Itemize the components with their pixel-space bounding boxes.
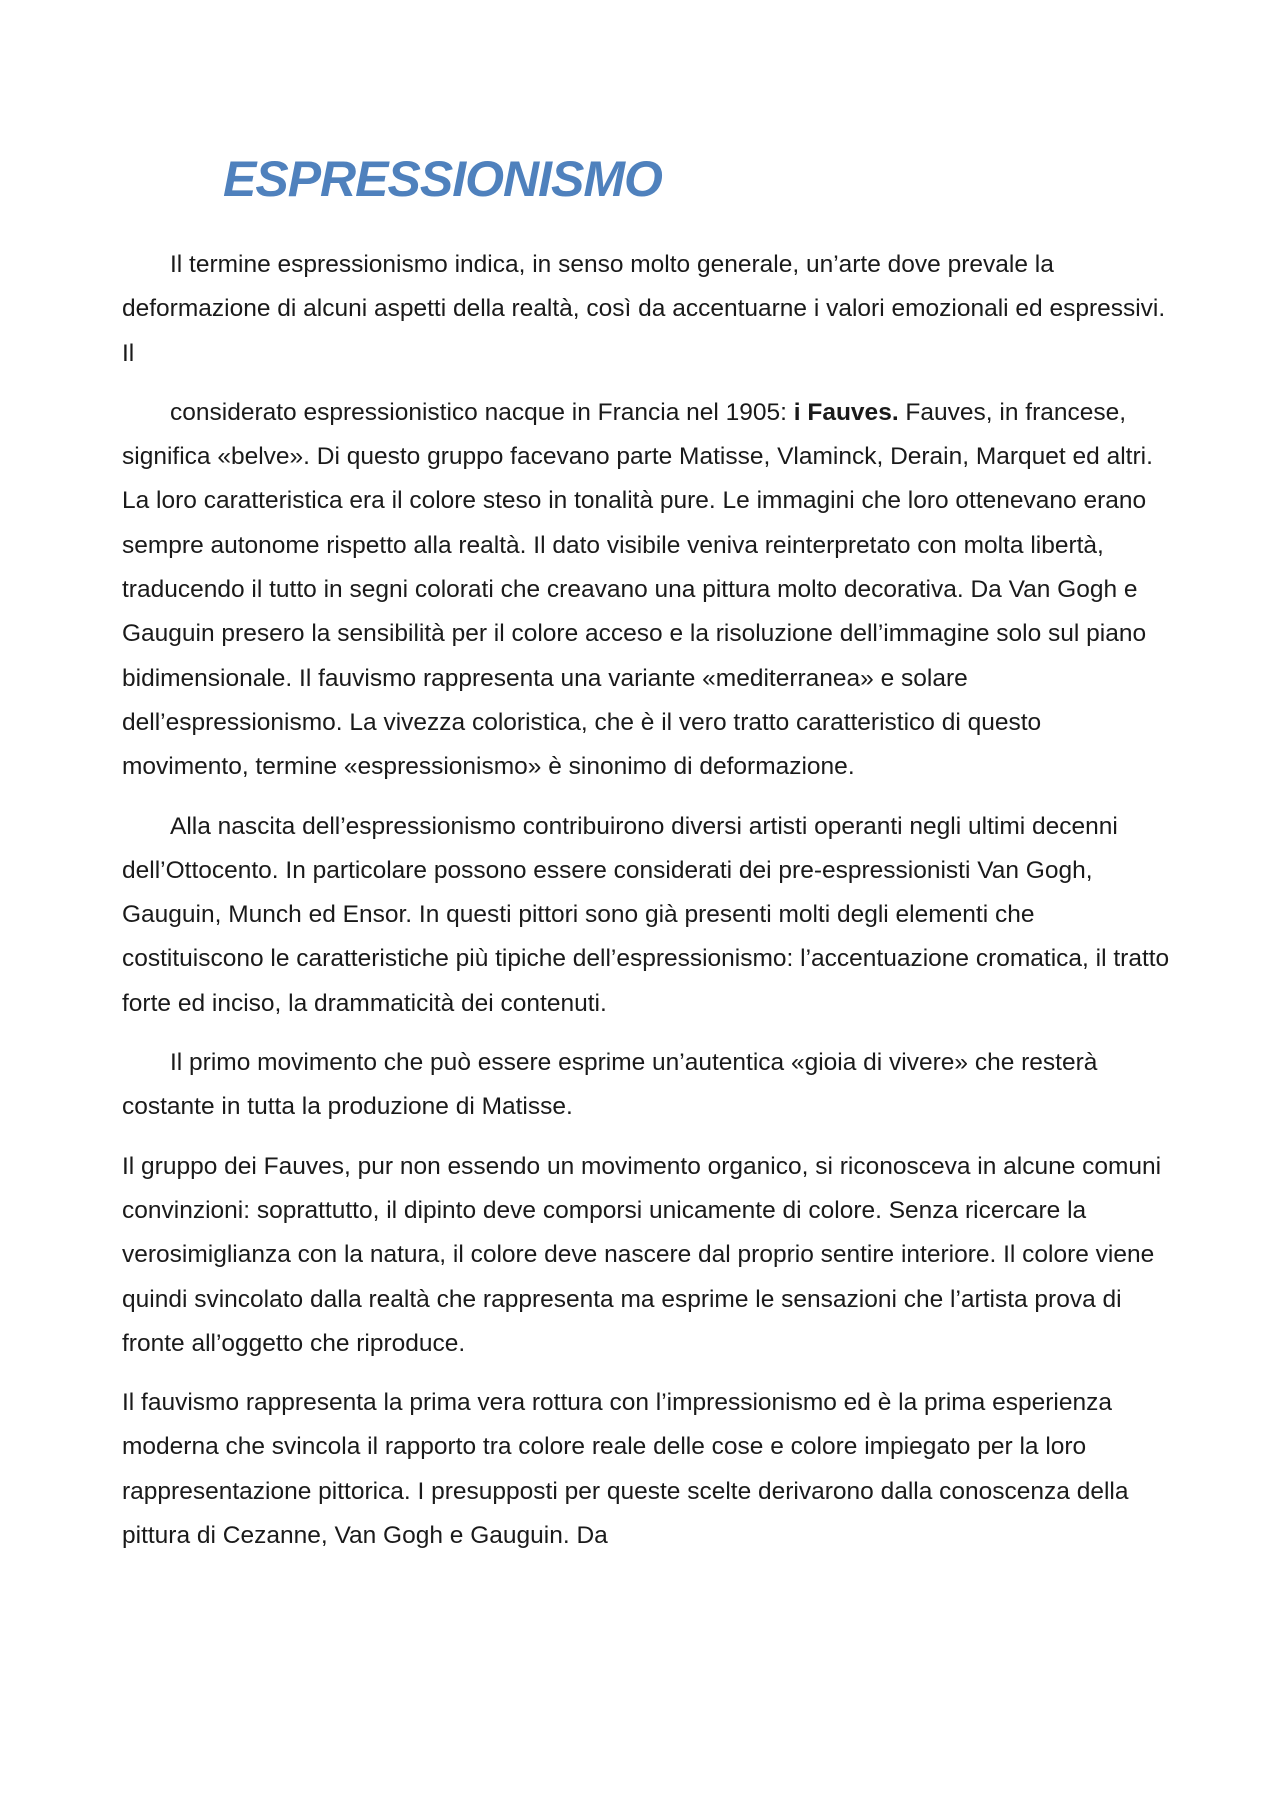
paragraph-fauves-group: Il gruppo dei Fauves, pur non essendo un movimento organico, si riconosceva in alcune comuni convinzioni: soprattutto, il dipinto deve comporsi unicamente di colore. Senza ricercare la verosimiglianza con la natura, il colore deve nascere dal proprio sentire interiore. Il colore viene quindi svincolato dalla realtà che rappresenta ma esprime le sensazioni che l’artista prova di fronte all’oggetto che riproduce. <box>122 1152 1162 1357</box>
page-title: ESPRESSIONISMO <box>223 151 662 207</box>
paragraph-fauves-lead: considerato espressionistico nacque in Francia nel 1905: <box>170 398 794 426</box>
paragraph-fauves <box>122 391 1172 790</box>
paragraph-intro: Il termine espressionismo indica, in senso molto generale, un’arte dove prevale la deformazione di alcuni aspetti della realtà, così da accentuarne i valori emozionali ed espressivi. Il <box>122 251 1166 367</box>
fauves-bold-term: i Fauves. <box>793 398 899 426</box>
paragraph-fauves-rest: Fauves, in francese, significa «belve». Di questo gruppo facevano parte Matisse, Vlaminck, Derain, Marquet ed altri. La loro caratteristica era il colore steso in tonalità pure. Le immagini che loro ottenevano erano sempre autonome rispetto alla realtà. Il dato visibile veniva reinterpretato con molta libertà, traducendo il tutto in segni colorati che creavano una pittura molto decorativa. Da Van Gogh e Gauguin presero la sensibilità per il colore acceso e la risoluzione dell’immagine solo sul piano bidimensionale. Il fauvismo rappresenta una variante «mediterranea» e solare dell’espressionismo. La vivezza coloristica, che è il vero tratto caratteristico di questo movimento, termine «espressionismo» è sinonimo di deformazione. <box>122 398 1153 781</box>
paragraph-fauvism-rupture: Il fauvismo rappresenta la prima vera rottura con l’impressionismo ed è la prima esperienza moderna che svincola il rapporto tra colore reale delle cose e colore impiegato per la loro rappresentazione pittorica. I presupposti per queste scelte derivarono dalla conoscenza della pittura di Cezanne, Van Gogh e Gauguin. Da <box>122 1389 1129 1550</box>
paragraph-pre-expressionists: Alla nascita dell’espressionismo contribuirono diversi artisti operanti negli ultimi decenni dell’Ottocento. In particolare possono essere considerati dei pre-espressionisti Van Gogh, Gauguin, Munch ed Ensor. In questi pittori sono già presenti molti degli elementi che costituiscono le caratteristiche più tipiche dell’espressionismo: l’accentuazione cromatica, il tratto forte ed inciso, la drammaticità dei contenuti. <box>122 812 1170 1017</box>
document-body <box>122 243 1172 1573</box>
paragraph-first-movement: Il primo movimento che può essere esprime un’autentica «gioia di vivere» che resterà costante in tutta la produzione di Matisse. <box>122 1049 1098 1121</box>
